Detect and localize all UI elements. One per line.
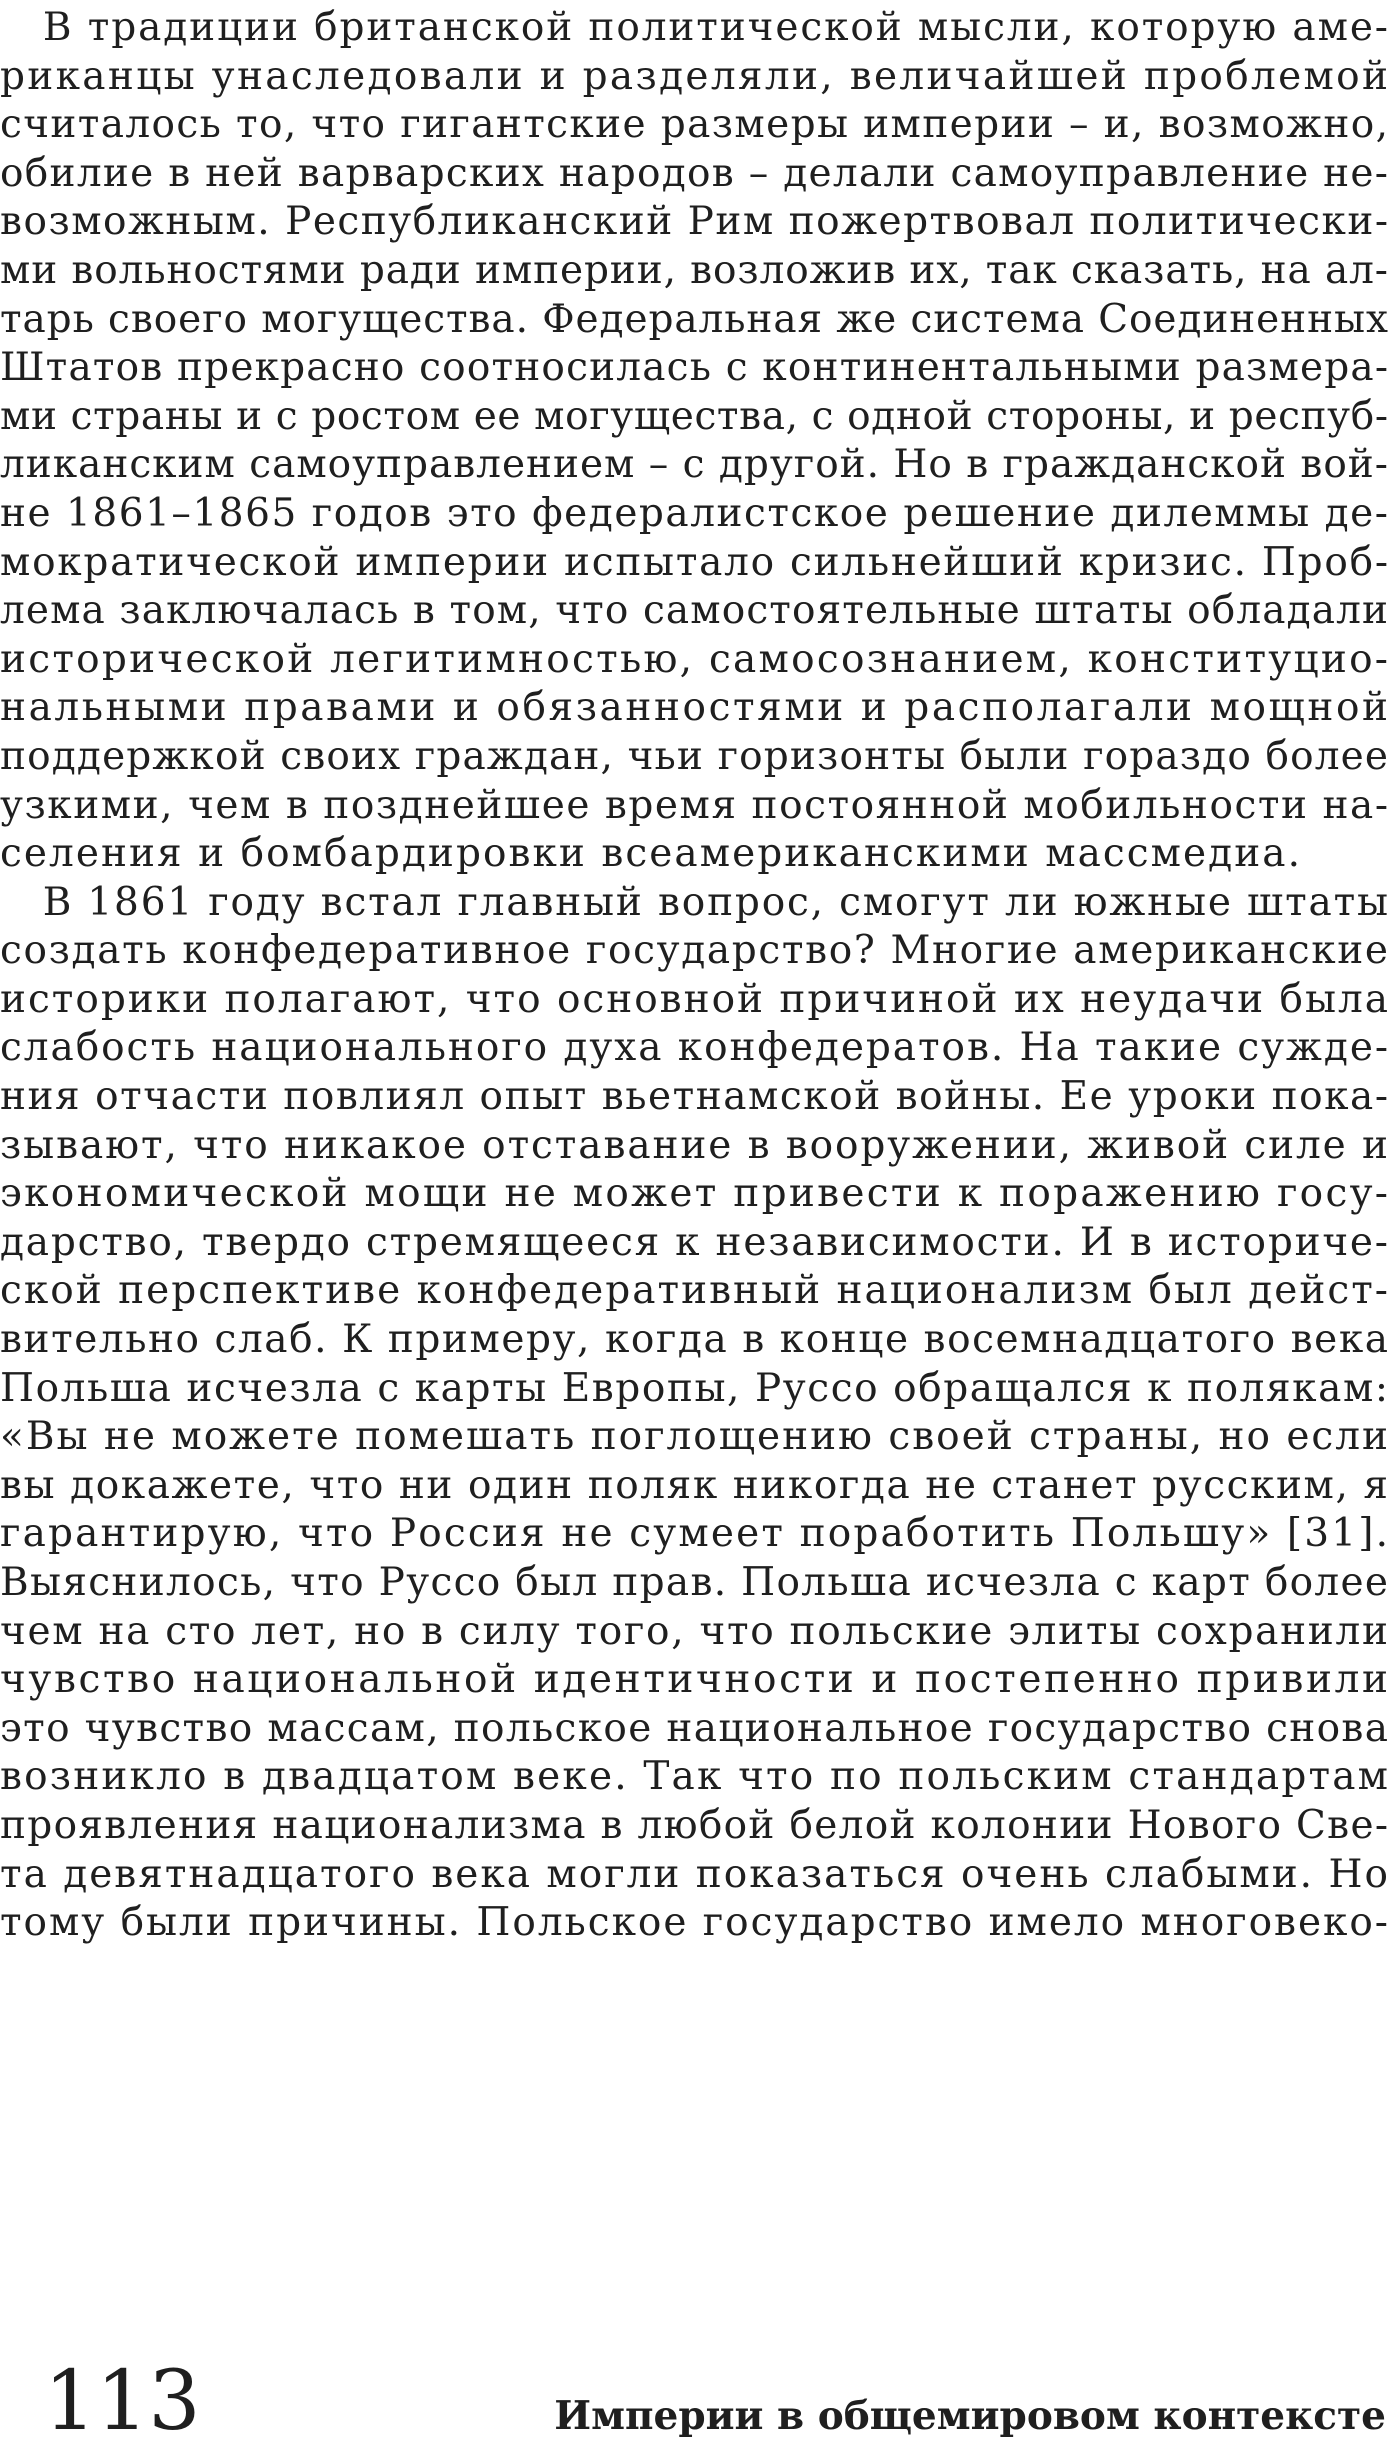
text-line: чувство национальной идентичности и постепенно привили (0, 1657, 1391, 1703)
text-line: слабость национального духа конфедератов. На такие сужде- (0, 1025, 1390, 1071)
text-line: нальными правами и обязанностями и располагали мощной (0, 685, 1391, 731)
text-line: поддержкой своих граждан, чьи горизонты были гораздо более (0, 733, 1390, 779)
text-line: ми вольностями ради империи, возложив их, так сказать, на ал- (0, 247, 1389, 293)
text-line: гарантирую, что Россия не сумеет поработить Польшу» [31]. (0, 1511, 1391, 1557)
text-line: узкими, чем в позднейшее время постоянной мобильности на- (0, 782, 1390, 828)
text-line: мократической империи испытало сильнейший кризис. Проб- (0, 539, 1390, 585)
text-line: Польша исчезла с карты Европы, Руссо обращался к полякам: (0, 1365, 1390, 1411)
text-line: Выяснилось, что Руссо был прав. Польша исчезла с карт более (0, 1560, 1390, 1605)
text-line: не 1861–1865 годов это федералистское решение дилеммы де- (0, 490, 1390, 536)
text-line: проявления национализма в любой белой колонии Нового Све- (0, 1802, 1390, 1848)
text-line: вительно слаб. К примеру, когда в конце восемнадцатого века (0, 1317, 1390, 1363)
running-title: Империи в общемировом контексте (554, 2393, 1386, 2439)
page-body-text (0, 4, 1390, 1948)
text-line: та девятнадцатого века могли показаться очень слабыми. Но (0, 1851, 1390, 1897)
text-line: чем на сто лет, но в силу того, что польские элиты сохранили (0, 1608, 1390, 1654)
page-number: 113 (44, 2354, 201, 2449)
text-line: ми страны и с ростом ее могущества, с одной стороны, и респуб- (0, 393, 1389, 439)
page-footer (0, 2354, 1398, 2460)
text-line: вы докажете, что ни один поляк никогда не станет русским, я (0, 1462, 1390, 1508)
text-line: лема заключалась в том, что самостоятельные штаты обладали (0, 588, 1390, 634)
text-line: ской перспективе конфедеративный национализм был дейст- (0, 1268, 1390, 1314)
text-line: обилие в ней варварских народов – делали самоуправление не- (0, 150, 1390, 196)
text-line: В традиции британской политической мысли, которую аме- (0, 5, 1390, 50)
text-line: возникло в двадцатом веке. Так что по польским стандартам (0, 1754, 1391, 1800)
text-line: тарь своего могущества. Федеральная же система Соединенных (0, 296, 1389, 342)
text-line: дарство, твердо стремящееся к независимости. И в историче- (0, 1219, 1390, 1265)
text-line: «Вы не можете помешать поглощению своей страны, но если (0, 1414, 1390, 1460)
text-line: Штатов прекрасно соотносилась с континентальными размера- (0, 345, 1390, 391)
text-line: В 1861 году встал главный вопрос, смогут ли южные штаты (0, 879, 1390, 925)
text-line: возможным. Республиканский Рим пожертвовал политически- (0, 199, 1390, 245)
text-line: ликанским самоуправлением – с другой. Но в гражданской вой- (0, 442, 1389, 488)
text-line: риканцы унаследовали и разделяли, величайшей проблемой (0, 53, 1391, 99)
text-line: это чувство массам, польское национальное государство снова (0, 1705, 1390, 1751)
text-line: считалось то, что гигантские размеры империи – и, возможно, (0, 102, 1390, 148)
text-line: исторической легитимностью, самосознанием, конституцио- (0, 636, 1391, 682)
text-line: зывают, что никакое отставание в вооружении, живой силе и (0, 1122, 1390, 1168)
text-line: ния отчасти повлиял опыт вьетнамской войны. Ее уроки пока- (0, 1074, 1390, 1120)
text-line: историки полагают, что основной причиной их неудачи была (0, 976, 1390, 1022)
text-line: тому были причины. Польское государство имело многовеко- (0, 1900, 1390, 1946)
text-line: создать конфедеративное государство? Многие американские (0, 928, 1390, 974)
text-line: экономической мощи не может привести к поражению госу- (0, 1171, 1391, 1217)
text-line: селения и бомбардировки всеамериканскими массмедиа. (0, 831, 1303, 877)
